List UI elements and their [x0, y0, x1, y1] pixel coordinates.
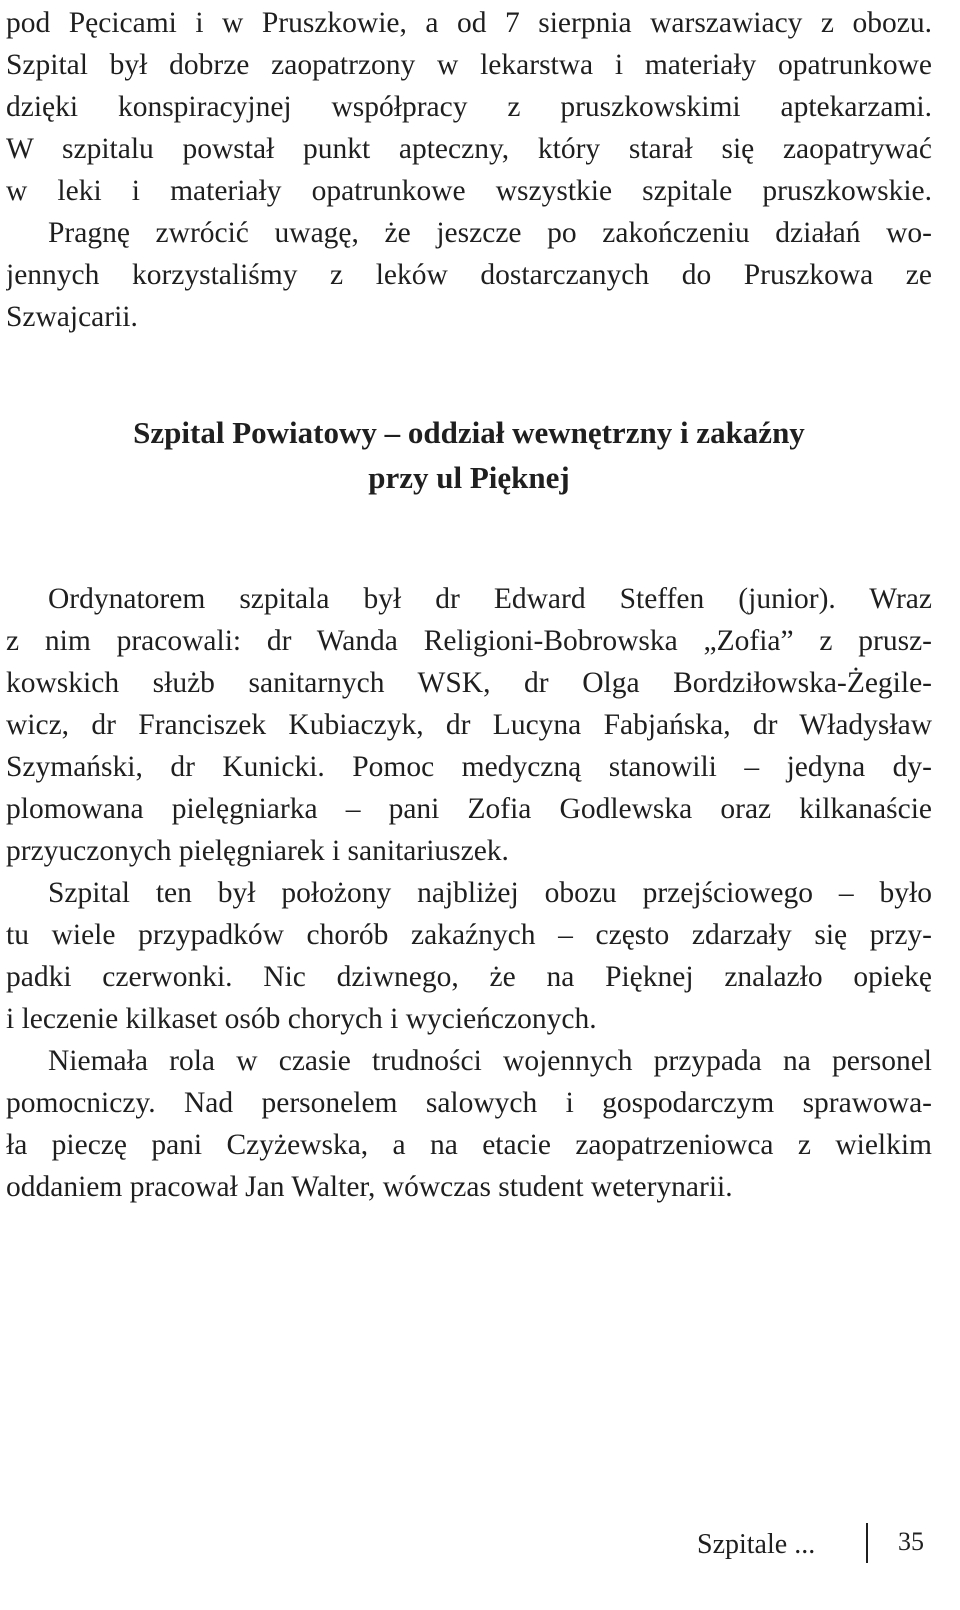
- main-text: [6, 578, 932, 1208]
- text-line: padki czerwonki. Nic dziwnego, że na Pięknej znalazło opiekę: [6, 961, 932, 993]
- text-line: Szpital był dobrze zaopatrzony w lekarstwa i materiały opatrunkowe: [6, 49, 932, 81]
- text-line: kowskich służb sanitarnych WSK, dr Olga Bordziłowska-Żegile-: [6, 667, 932, 699]
- text-line: pomocniczy. Nad personelem salowych i gospodarczym sprawowa-: [6, 1087, 932, 1119]
- text-line: w leki i materiały opatrunkowe wszystkie szpitale pruszkowskie.: [6, 175, 932, 207]
- section-heading: [6, 410, 932, 500]
- text-line: ła pieczę pani Czyżewska, a na etacie zaopatrzeniowca z wielkim: [6, 1129, 932, 1161]
- running-footer-title: Szpitale ...: [697, 1529, 816, 1560]
- text-line: pod Pęcicami i w Pruszkowie, a od 7 sierpnia warszawiacy z obozu.: [6, 7, 932, 39]
- page-number: 35: [898, 1527, 924, 1556]
- text-line: Szpital ten był położony najbliżej obozu przejściowego – było: [48, 877, 932, 909]
- text-line: jennych korzystaliśmy z leków dostarczanych do Pruszkowa ze: [6, 259, 932, 291]
- text-line: wicz, dr Franciszek Kubiaczyk, dr Lucyna Fabjańska, dr Władysław: [6, 709, 932, 741]
- text-line: Szwajcarii.: [6, 301, 138, 333]
- text-line: i leczenie kilkaset osób chorych i wycieńczonych.: [6, 1003, 597, 1035]
- text-line: Szymański, dr Kunicki. Pomoc medyczną stanowili – jedyna dy-: [6, 751, 932, 783]
- text-line: z nim pracowali: dr Wanda Religioni-Bobrowska „Zofia” z prusz-: [6, 625, 932, 657]
- text-line: Ordynatorem szpitala był dr Edward Steffen (junior). Wraz: [48, 583, 932, 615]
- intro-paragraph: [6, 2, 932, 338]
- text-line: dzięki konspiracyjnej współpracy z pruszkowskimi aptekarzami.: [6, 91, 932, 123]
- section-heading-line: przy ul Pięknej: [368, 460, 570, 495]
- text-line: przyuczonych pielęgniarek i sanitariuszek.: [6, 835, 509, 867]
- text-line: plomowana pielęgniarka – pani Zofia Godlewska oraz kilkanaście: [6, 793, 932, 825]
- section-heading-line: Szpital Powiatowy – oddział wewnętrzny i zakaźny: [133, 415, 805, 450]
- text-line: Niemała rola w czasie trudności wojennych przypada na personel: [48, 1045, 932, 1077]
- text-line: Pragnę zwrócić uwagę, że jeszcze po zakończeniu działań wo-: [48, 217, 932, 249]
- text-line: oddaniem pracował Jan Walter, wówczas student weterynarii.: [6, 1171, 733, 1203]
- text-line: tu wiele przypadków chorób zakaźnych – często zdarzały się przy-: [6, 919, 932, 951]
- footer-divider: [866, 1523, 868, 1563]
- text-line: W szpitalu powstał punkt apteczny, który starał się zaopatrywać: [6, 133, 932, 165]
